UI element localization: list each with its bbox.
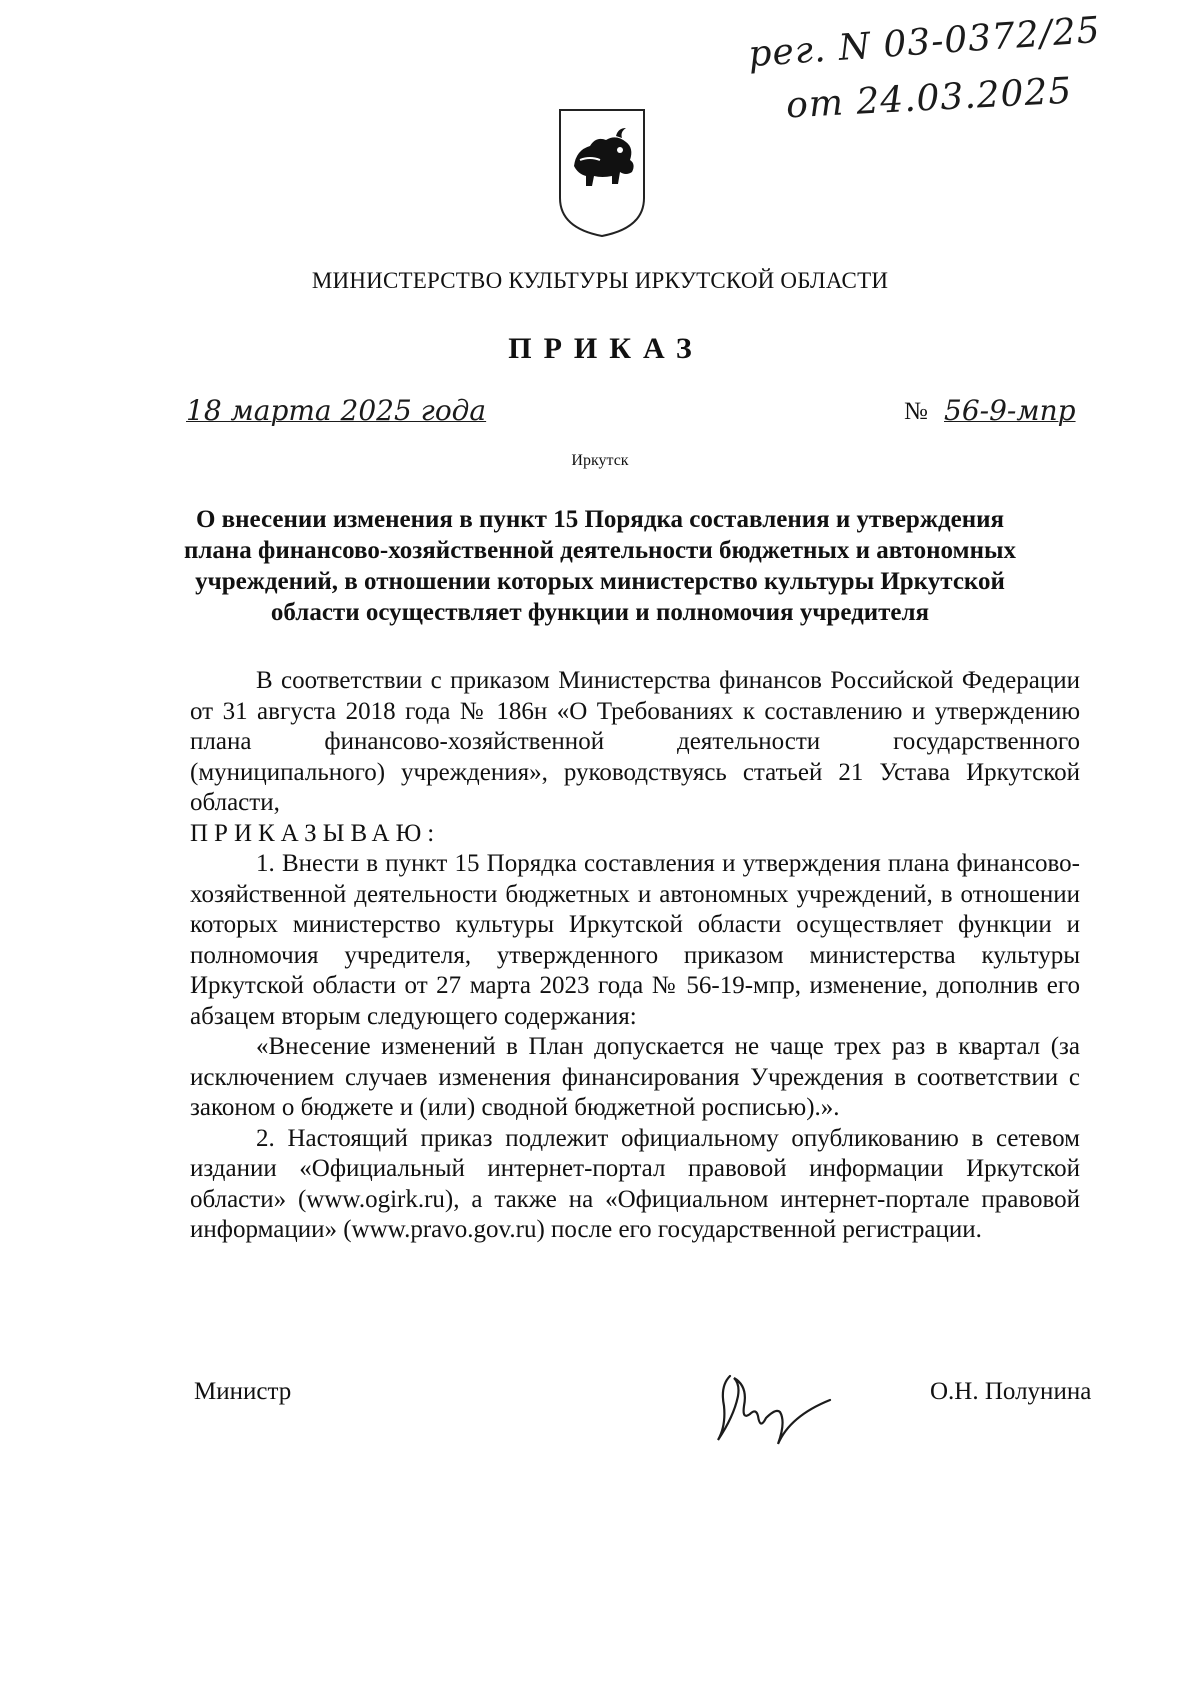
- ministry-name: МИНИСТЕРСТВО КУЛЬТУРЫ ИРКУТСКОЙ ОБЛАСТИ: [311, 268, 889, 293]
- signature-icon: [690, 1356, 840, 1456]
- order-body: [190, 666, 1080, 1246]
- item-1-paragraph: 1. Внести в пункт 15 Порядка составления и утверждения плана финансово-хозяйственной деятельности бюджетных и автономных учреждений, в отношении которых министерство культуры Иркутской области осуществляет функции и полномочия учредителя, утвержденного приказом министерства культуры Иркутской области от 27 марта 2023 года № 56-19-мпр, изменение, дополнив его абзацем вторым следующего содержания:: [190, 850, 1080, 1030]
- number-label: №: [904, 398, 928, 425]
- signatory-position: Министр: [194, 1378, 292, 1405]
- order-heading: О внесении изменения в пункт 15 Порядка составления и утверждения плана финансово-хозяйственной деятельности бюджетных и автономных учреждений, в отношении которых министерство культуры Иркутской области осуществляет функции и полномочия учредителя: [183, 506, 1017, 626]
- order-number: 56-9-мпр: [944, 394, 1076, 427]
- preamble-paragraph: В соответствии с приказом Министерства финансов Российской Федерации от 31 августа 2018 года № 186н «О Требованиях к составлению и утверждению плана финансово-хозяйственной деятельности государственного (муниципального) учреждения», руководствуясь статьей 21 Устава Иркутской области,: [190, 667, 1080, 816]
- city: Иркутск: [571, 452, 629, 469]
- registration-number: рег. N 03-0372/25: [746, 9, 1102, 76]
- item-2-paragraph: 2. Настоящий приказ подлежит официальному опубликованию в сетевом издании «Официальный интернет-портал правовой информации Иркутской области» (www.ogirk.ru), а также на «Официальном интернет-портале правовой информации» (www.pravo.gov.ru) после его государственной регистрации.: [190, 1124, 1080, 1243]
- order-date: 18 марта 2025 года: [186, 394, 487, 427]
- decree-word: ПРИКАЗЫВАЮ:: [190, 819, 441, 847]
- document-title: ПРИКАЗ: [508, 332, 704, 365]
- signatory-name: О.Н. Полунина: [930, 1378, 1092, 1405]
- registration-date: от 24.03.2025: [785, 70, 1074, 127]
- quote-paragraph: «Внесение изменений в План допускается не чаще трех раз в квартал (за исключением случаев изменения финансирования Учреждения в соответствии с законом о бюджете и (или) сводной бюджетной росписью).».: [190, 1033, 1080, 1121]
- coat-of-arms-icon: [556, 106, 648, 240]
